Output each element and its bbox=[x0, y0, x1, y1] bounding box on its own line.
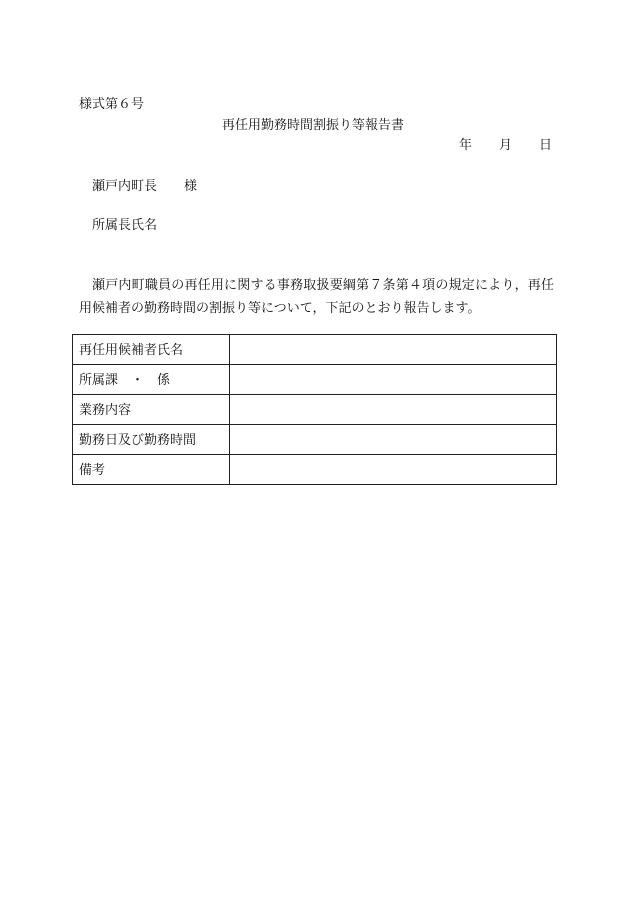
row-value bbox=[236, 395, 556, 399]
row-value bbox=[236, 365, 556, 369]
table-label-cell bbox=[73, 425, 230, 455]
row-label: 業務内容 bbox=[79, 403, 132, 418]
table-label-cell bbox=[73, 365, 230, 395]
report-table bbox=[72, 334, 557, 485]
table-label-cell bbox=[73, 455, 230, 485]
table-value-cell[interactable] bbox=[230, 425, 557, 455]
document-title: 再任用勤務時間割振り等報告書 bbox=[222, 118, 405, 133]
row-label: 所属課 ・ 係 bbox=[79, 373, 171, 388]
addressee-honorific: 様 bbox=[184, 179, 198, 194]
table-value-cell[interactable] bbox=[230, 455, 557, 485]
addressee-name: 瀬戸内町長 bbox=[92, 179, 158, 194]
row-label: 勤務日及び勤務時間 bbox=[79, 433, 197, 448]
row-label: 再任用候補者氏名 bbox=[79, 343, 184, 358]
table-row bbox=[73, 365, 557, 395]
table-row bbox=[73, 395, 557, 425]
table-row bbox=[73, 335, 557, 365]
body-paragraph: 瀬戸内町職員の再任用に関する事務取扱要綱第７条第４項の規定により，再任用候補者の勤務時間の割振り等について，下記のとおり報告します。 bbox=[79, 278, 554, 316]
row-value bbox=[236, 335, 556, 339]
form-number: 様式第６号 bbox=[79, 97, 145, 112]
date-year-label: 年 bbox=[459, 138, 473, 153]
table-value-cell[interactable] bbox=[230, 335, 557, 365]
department-head-name-label: 所属長氏名 bbox=[92, 218, 158, 233]
table-value-cell[interactable] bbox=[230, 365, 557, 395]
row-value bbox=[236, 455, 556, 459]
table-label-cell bbox=[73, 335, 230, 365]
row-value bbox=[236, 425, 556, 429]
row-label: 備考 bbox=[79, 463, 106, 478]
table-value-cell[interactable] bbox=[230, 395, 557, 425]
date-day-label: 日 bbox=[539, 138, 553, 153]
table-label-cell bbox=[73, 395, 230, 425]
date-month-label: 月 bbox=[499, 138, 513, 153]
table-row bbox=[73, 455, 557, 485]
table-row bbox=[73, 425, 557, 455]
